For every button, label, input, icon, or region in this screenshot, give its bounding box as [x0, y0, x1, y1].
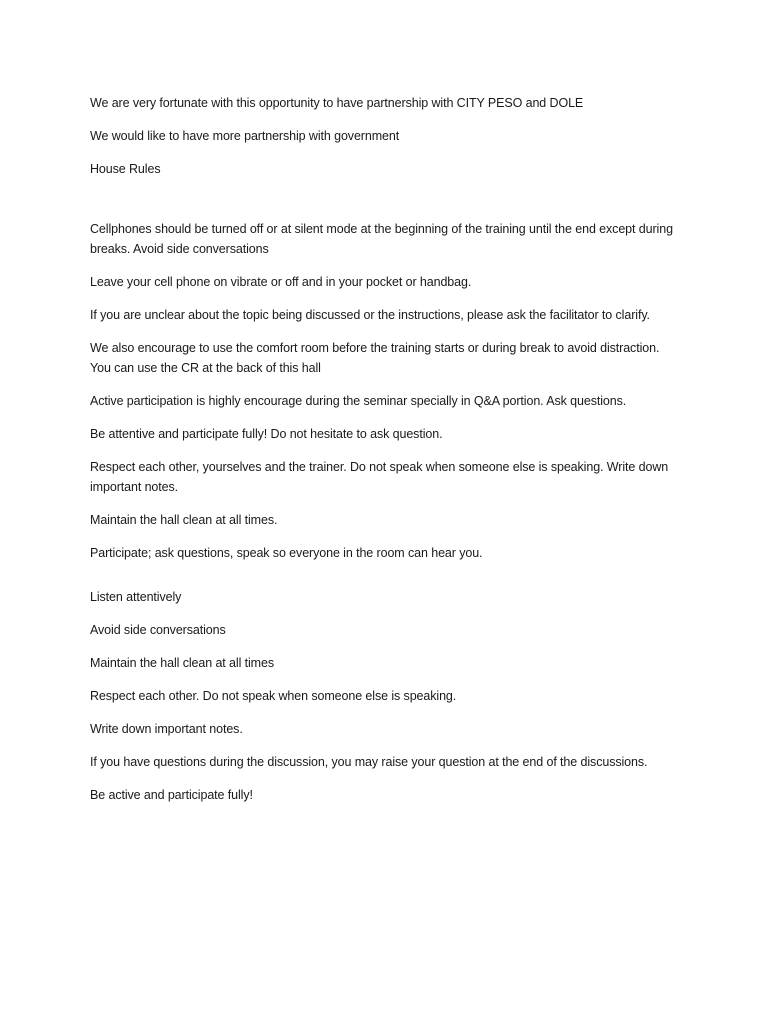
rule-paragraph: Leave your cell phone on vibrate or off and in your pocket or handbag.: [90, 275, 472, 289]
rule-paragraph: We also encourage to use the comfort room before the training starts or during break to avoid distraction. You can use the CR at the back of this hall: [90, 341, 660, 375]
short-rule: If you have questions during the discussion, you may raise your question at the end of the discussions.: [90, 755, 648, 769]
short-rule: Write down important notes.: [90, 722, 243, 736]
house-rules-heading: House Rules: [90, 162, 161, 176]
short-rule: Respect each other. Do not speak when someone else is speaking.: [90, 689, 457, 703]
rule-paragraph: Active participation is highly encourage during the seminar specially in Q&A portion. Ask questions.: [90, 394, 627, 408]
rule-paragraph: Participate; ask questions, speak so everyone in the room can hear you.: [90, 546, 483, 560]
rule-paragraph: If you are unclear about the topic being discussed or the instructions, please ask the facilitator to clarify.: [90, 308, 650, 322]
short-rule: Listen attentively: [90, 590, 182, 604]
rule-paragraph: Maintain the hall clean at all times.: [90, 513, 278, 527]
short-rule: Avoid side conversations: [90, 623, 226, 637]
rule-paragraph: Respect each other, yourselves and the trainer. Do not speak when someone else is speaking. Write down important notes.: [90, 460, 669, 494]
short-rule: Maintain the hall clean at all times: [90, 656, 274, 670]
rule-paragraph: Be attentive and participate fully! Do not hesitate to ask question.: [90, 427, 443, 441]
intro-partnership-text: We are very fortunate with this opportunity to have partnership with CITY PESO and DOLE: [90, 96, 584, 110]
short-rule: Be active and participate fully!: [90, 788, 253, 802]
document-body: [90, 93, 680, 818]
rule-paragraph: Cellphones should be turned off or at silent mode at the beginning of the training until the end except during breaks. Avoid side conversations: [90, 222, 673, 256]
intro-government-text: We would like to have more partnership with government: [90, 129, 400, 143]
